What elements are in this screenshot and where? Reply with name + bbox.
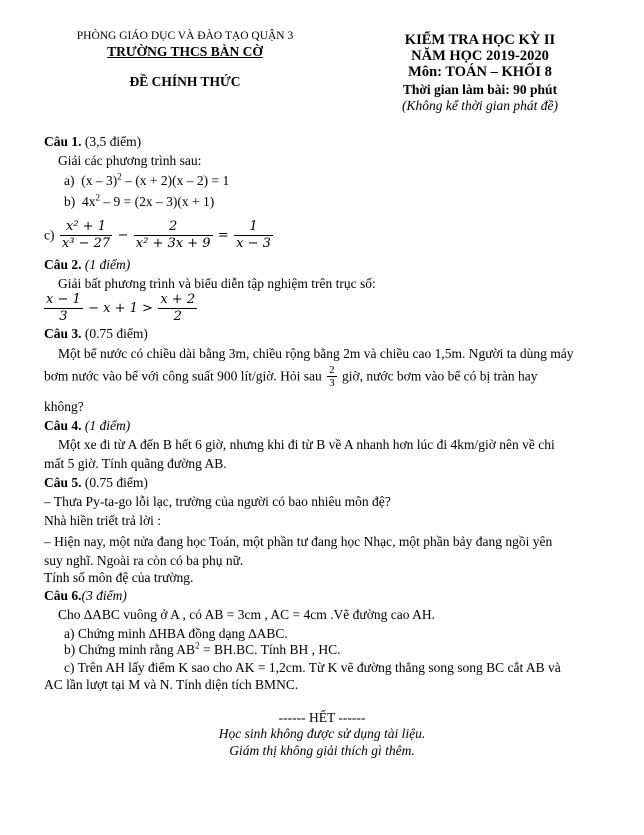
fraction: $\frac{2}{\text{x² + 3x + 9}}$: [135, 219, 211, 251]
question-5-line-3: – Hiện nay, một nửa đang học Toán, một phần tư đang học Nhạc, một phần bảy đang ngồi yên: [44, 534, 553, 549]
question-6c-line-1: c) Trên AH lấy điểm K sao cho AK = 1,2cm. Từ K vẽ đường thẳng song song BC cắt AB và: [64, 660, 561, 675]
school-year: NĂM HỌC 2019-2020: [411, 48, 549, 64]
official-label: ĐỀ CHÍNH THỨC: [129, 74, 241, 89]
question-1b: b) $4x^2 - 9 = (2x - 3)(x + 1)$: [64, 192, 215, 209]
fraction: $\frac{2}{3}$: [329, 364, 335, 389]
question-1a: a) (x – 3)$^2$ – (x + 2)(x – 2) = 1: [64, 171, 230, 188]
school-name: TRƯỜNG THCS BÀN CỜ: [107, 44, 263, 59]
question-1c: c) $\frac{\text{x² + 1}}{\text{x³ − 27}}$ − $\frac{2}{\text{x² + 3x + 9}}$ = $\frac{1}{x - 3}$: [44, 219, 271, 251]
exam-time: Thời gian làm bài: 90 phút: [402, 82, 558, 97]
question-6-intro: Cho ∆ABC vuông ở A , có AB = 3cm , AC = 4cm .Vẽ đường cao AH.: [58, 607, 435, 622]
question-5-header: Câu 5. (0.75 điểm): [44, 475, 148, 490]
end-marker: ------ HẾT ------: [278, 710, 366, 725]
fraction: $\frac{x + 2}{2}$: [160, 292, 196, 324]
question-1-header: Câu 1. (3,5 điểm): [44, 134, 142, 149]
question-4-line-2: mất 5 giờ. Tính quãng đường AB.: [44, 456, 227, 471]
question-5-line-5: Tính số môn đệ của trường.: [44, 570, 194, 585]
question-3-line-3: không?: [44, 399, 84, 414]
question-2-header: Câu 2. (1 điểm): [44, 257, 131, 272]
question-4-header: Câu 4. (1 điểm): [44, 418, 131, 433]
question-3-header: Câu 3. (0.75 điểm): [44, 326, 148, 341]
question-5-line-4: suy nghĩ. Ngoài ra còn có ba phụ nữ.: [44, 553, 244, 568]
question-4-line-1: Một xe đi từ A đến B hết 6 giờ, nhưng khi đi từ B về A nhanh hơn lúc đi 4km/giờ nên về chi: [58, 437, 555, 452]
question-3-line-1: Một bể nước có chiều dài bằng 3m, chiều rộng bằng 2m và chiều cao 1,5m. Người ta dùng máy: [58, 346, 574, 361]
fraction: $\frac{x - 1}{3}$: [46, 292, 81, 324]
subject: Môn: TOÁN – KHỐI 8: [408, 64, 552, 80]
question-2-inequality: $\frac{x - 1}{3}$ − x + 1 > $\frac{x + 2}{2}$: [46, 292, 196, 324]
footer-note-1: Học sinh không được sử dụng tài liệu.: [218, 726, 426, 741]
question-5-line-2: Nhà hiền triết trả lời :: [44, 513, 161, 528]
fraction: $\frac{1}{x - 3}$: [236, 219, 271, 251]
question-1-intro: Giải các phương trình sau:: [58, 153, 202, 168]
question-5-line-1: – Thưa Py-ta-go lỗi lạc, trường của người có bao nhiêu môn đệ?: [44, 494, 391, 509]
question-6b: b) Chứng minh rằng $AB^2 = BH.BC$. Tính BH , HC.: [64, 640, 341, 657]
question-6c-line-2: AC lần lượt tại M và N. Tính diện tích BMNC.: [44, 677, 299, 692]
question-3-line-2: bơm nước vào bể với công suất 900 lít/giờ. Hỏi sau $\frac{2}{3}$ giờ, nước bơm vào bể có bị tràn hay: [44, 364, 538, 389]
fraction: $\frac{\text{x² + 1}}{\text{x³ − 27}}$: [61, 219, 111, 251]
exam-time-note: (Không kể thời gian phát đề): [401, 98, 559, 113]
footer-note-2: Giám thị không giải thích gì thêm.: [229, 743, 415, 758]
question-6-header: Câu 6.(3 điểm): [44, 588, 127, 603]
department-name: PHÒNG GIÁO DỤC VÀ ĐÀO TẠO QUẬN 3: [76, 30, 294, 42]
exam-title: KIỂM TRA HỌC KỲ II: [404, 32, 556, 48]
question-6a: a) Chứng minh ∆HBA đồng dạng ∆ABC.: [64, 626, 288, 641]
question-2-intro: Giải bất phương trình và biểu diễn tập nghiệm trên trục số:: [58, 276, 376, 291]
